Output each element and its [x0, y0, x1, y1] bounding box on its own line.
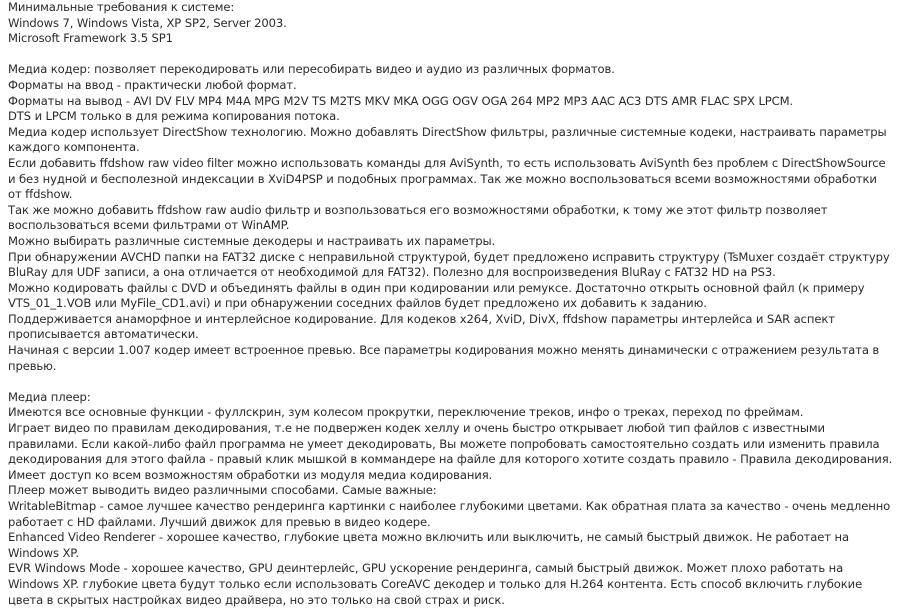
encoder-paragraph: Можно кодировать файлы с DVD и объединять файлы в один при кодировании или ремуксе. Достаточно открыть основной файл (к примеру VTS_01_1.VOB или MyFile_CD1.avi) и при обнаружении соседних файлов будет предложено их добавить к заданию.	[8, 280, 865, 311]
encoder-paragraph: Форматы на ввод - практически любой формат.	[8, 77, 297, 92]
player-paragraph: Имеет доступ ко всем возможностям обработки из модуля медиа кодирования.	[8, 467, 493, 482]
encoder-paragraph: При обнаружении AVCHD папки на FAT32 диске с неправильной структурой, будет предложено исправить структуру (TsMuxer создаёт структуру BluRay для UDF записи, а она отличается от необходимой для FAT32). Полезно для воспроизведения BluRay с FAT32 HD на PS3.	[8, 249, 890, 280]
spacer	[8, 374, 893, 390]
encoder-paragraph: Форматы на вывод - AVI DV FLV MP4 M4A MPG M2V TS M2TS MKV MKA OGG OGV OGA 264 MP2 MP3 AAC AC3 DTS AMR FLAC SPX LPCM.	[8, 93, 794, 108]
player-paragraph: Играет видео по правилам декодирования, т.е не подвержен кодек хеллу и очень быстро открывает любой тип файлов с известными правилами. Если какой-либо файл программа не умеет декодировать, Вы можете попробовать самостоятельно создать или изменить правила декодирования для этого файла - правый клик мышкой в коммандере на файле для которого хотите создать правило - Правила декодирования.	[8, 421, 893, 467]
player-paragraph: WritableBitmap - самое лучшее качество рендеринга картинки с наиболее глубокими цветами. Как обратная плата за качество - очень медленно работает с HD файлами. Лучший движок для превью в видео кодере.	[8, 499, 891, 529]
player-paragraph: Enhanced Video Renderer - хорошее качество, глубокие цвета можно включить или выключить, не самый быстрый движок. Не работает на Windows XP.	[8, 530, 849, 560]
encoder-paragraph: Поддерживается анаморфное и интерлейсное кодирование. Для кодеков x264, XviD, DivX, ffdshow параметры интерлейса и SAR аспект прописывается автоматически.	[8, 311, 835, 342]
player-paragraph: Имеются все основные функции - фуллскрин, зум колесом прокрутки, переключение треков, инфо о треках, переход по фреймам.	[8, 405, 804, 420]
requirements-heading: Минимальные требования к системе:	[8, 0, 235, 14]
encoder-paragraph: Если добавить ffdshow raw video filter можно использовать команды для AviSynth, то есть использовать AviSynth без проблем с DirectShowSource и без нудной и бесполезной индексации в XviD4PSP и подобных программах. Так же можно воспользоваться всеми возможностями обработки от ffdshow.	[8, 155, 886, 202]
player-heading: Медиа плеер:	[8, 389, 91, 404]
encoder-section	[8, 62, 893, 374]
requirements-section	[8, 0, 893, 47]
spacer	[8, 47, 893, 63]
encoder-paragraph: Так же можно добавить ffdshow raw audio фильтр и возпользоваться его возможностями обработки, к тому же этот фильтр позволяет воспользоваться всеми фильтрами от WinAMP.	[8, 202, 828, 233]
encoder-paragraph: Начиная с версии 1.007 кодер имеет встроенное превью. Все параметры кодирования можно менять динамически с отражением результата в превью.	[8, 343, 880, 373]
player-paragraph: EVR Windows Mode - хорошее качество, GPU деинтерлейс, GPU ускорение рендеринга, самый быстрый движок. Может плохо работать на Windows XP. глубокие цвета будут только если использовать CoreAVC декодер и только для H.264 контента. Есть способ включить глубокие цвета в скрытых настройках видео драйвера, но это только на свой страх и риск.	[8, 561, 863, 607]
player-section	[8, 390, 893, 608]
requirements-os: Windows 7, Windows Vista, XP SP2, Server 2003.	[8, 15, 287, 30]
requirements-framework: Microsoft Framework 3.5 SP1	[8, 31, 173, 46]
encoder-paragraph: DTS и LPCM только в для режима копирования потока.	[8, 109, 340, 124]
encoder-paragraph: Медиа кодер использует DirectShow технологию. Можно добавлять DirectShow фильтры, различные системные кодеки, настраивать параметры каждого компонента.	[8, 124, 887, 155]
player-paragraph: Плеер может выводить видео различными способами. Самые важные:	[8, 483, 437, 498]
encoder-paragraph: Можно выбирать различные системные декодеры и настраивать их параметры.	[8, 233, 496, 248]
encoder-paragraph: Медиа кодер: позволяет перекодировать или пересобирать видео и аудио из различных форматов.	[8, 62, 615, 77]
